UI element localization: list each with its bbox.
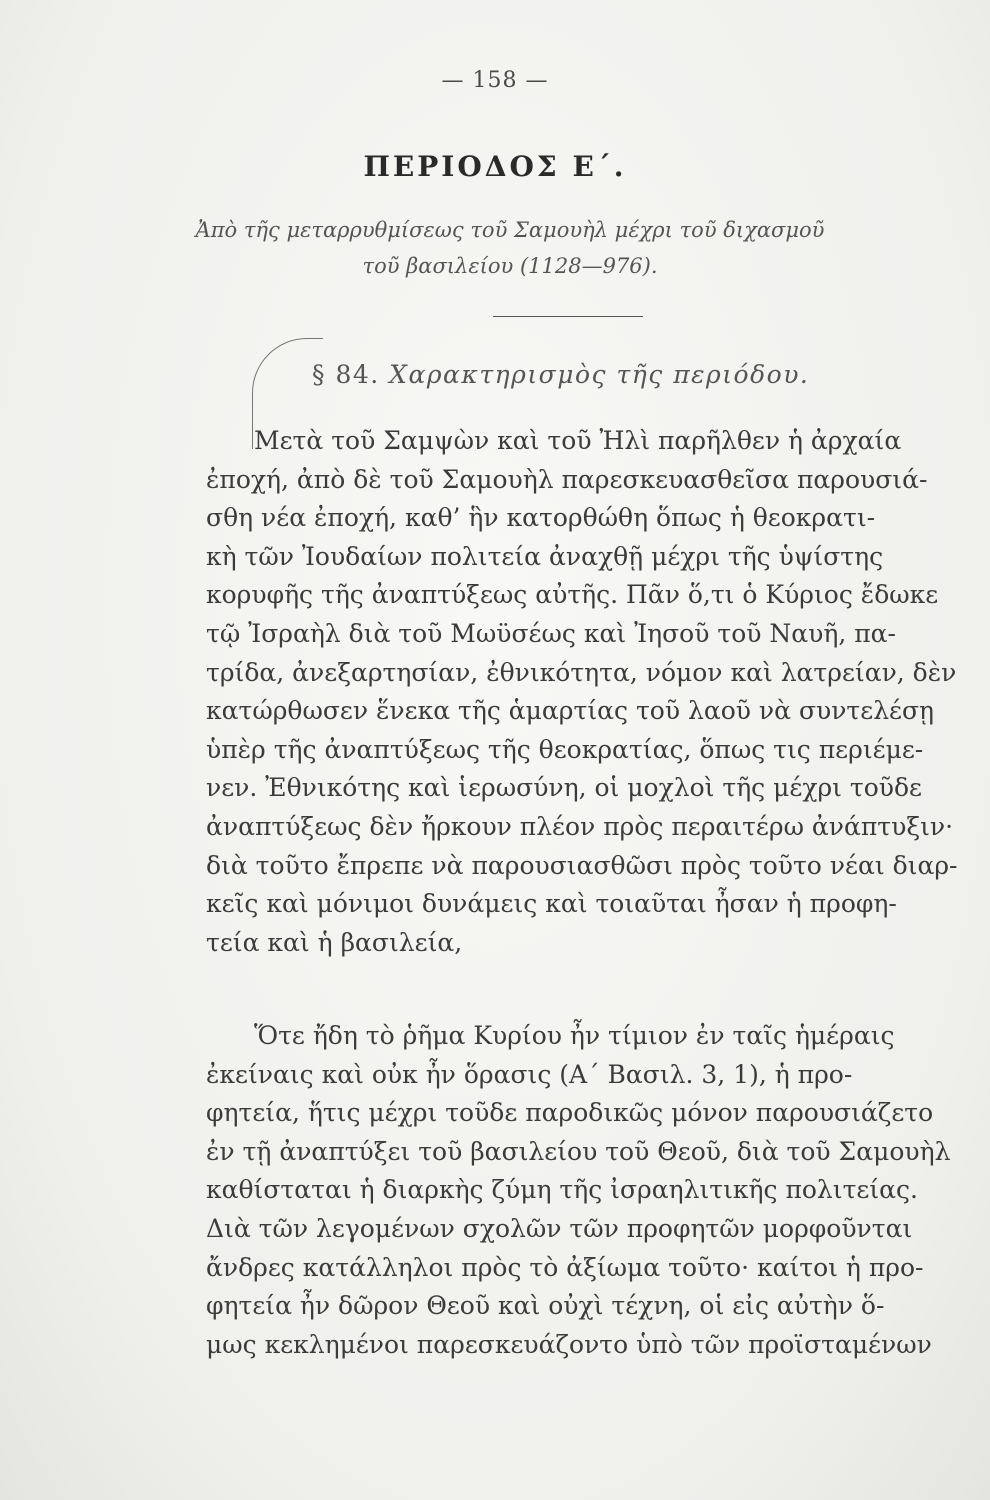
text-line: τῷ Ἰσραὴλ διὰ τοῦ Μωϋσέως καὶ Ἰησοῦ τοῦ Ναυῆ, πα- [206,618,896,648]
text-line: ἐν τῇ ἀναπτύξει τοῦ βασιλείου τοῦ Θεοῦ, διὰ τοῦ Σαμουὴλ [206,1136,951,1166]
text-line: μως κεκλημένοι παρεσκευάζοντο ὑπὸ τῶν προϊσταμένων [206,1329,932,1359]
text-line: ἐποχή, ἀπὸ δὲ τοῦ Σαμουὴλ παρεσκευασθεῖσα παρουσιά- [206,464,928,494]
paragraph-2 [206,1017,956,1364]
period-title: ΠΕΡΙΟΔΟΣ Ε΄. [363,150,627,183]
text-line: Ὅτε ἤδη τὸ ῥῆμα Κυρίου ἦν τίμιον ἐν ταῖς ἡμέραις [254,1021,895,1050]
text-line: διὰ τοῦτο ἔπρεπε νὰ παρουσιασθῶσι πρὸς τοῦτο νέαι διαρ- [206,850,958,880]
text-line: τεία καὶ ἡ βασιλεία, [206,927,463,957]
text-line: κεῖς καὶ μόνιμοι δυνάμεις καὶ τοιαῦται ἦσαν ἡ προφη- [206,889,897,919]
period-subtitle [190,212,830,284]
text-line: κατώρθωσεν ἕνεκα τῆς ἁμαρτίας τοῦ λαοῦ νὰ συντελέσῃ [206,696,935,726]
text-line: νεν. Ἐθνικότης καὶ ἱερωσύνη, οἱ μοχλοὶ τῆς μέχρι τοῦδε [206,773,923,803]
paragraph-1 [206,422,956,962]
subtitle-line: τοῦ βασιλείου (1128—976). [362,254,658,278]
subtitle-line: Ἀπὸ τῆς μεταρρυθμίσεως τοῦ Σαμουὴλ μέχρι τοῦ διχασμοῦ [195,218,825,242]
text-line: φητεία ἦν δῶρον Θεοῦ καὶ οὐχὶ τέχνη, οἱ εἰς αὐτὴν ὅ- [206,1291,885,1321]
text-line: κὴ τῶν Ἰουδαίων πολιτεία ἀναχθῇ μέχρι τῆς ὑψίστης [206,541,884,571]
section-heading [312,360,809,389]
text-line: ἐκείναις καὶ οὐκ ἦν ὅρασις (Α΄ Βασιλ. 3, 1), ἡ προ- [206,1059,853,1089]
section-mark: § 84. [312,360,380,389]
divider-rule [493,316,643,317]
text-line: κορυφῆς τῆς ἀναπτύξεως αὐτῆς. Πᾶν ὅ,τι ὁ Κύριος ἔδωκε [206,580,939,610]
section-title: Χαρακτηρισμὸς τῆς περιόδου. [389,360,810,389]
text-line: Διὰ τῶν λεγομένων σχολῶν τῶν προφητῶν μορφοῦνται [206,1213,913,1243]
text-line: ἄνδρες κατάλληλοι πρὸς τὸ ἀξίωμα τοῦτο· καίτοι ἡ προ- [206,1252,924,1282]
text-line: καθίσταται ἡ διαρκὴς ζύμη τῆς ἰσραηλιτικῆς πολιτείας. [206,1175,918,1205]
text-line: φητεία, ἥτις μέχρι τοῦδε παροδικῶς μόνον παρουσιάζετο [206,1098,934,1128]
text-line: ἀναπτύξεως δὲν ἤρκουν πλέον πρὸς περαιτέρω ἀνάπτυξιν· [206,811,954,841]
text-line: Μετὰ τοῦ Σαμψὼν καὶ τοῦ Ἠλὶ παρῆλθεν ἡ ἀρχαία [254,426,902,455]
text-line: σθη νέα ἐποχή, καθ’ ἣν κατορθώθη ὅπως ἡ θεοκρατι- [206,503,876,533]
page-number: — 158 — [441,68,549,93]
text-line: τρίδα, ἀνεξαρτησίαν, ἐθνικότητα, νόμον καὶ λατρείαν, δὲν [206,657,957,687]
text-line: ὑπὲρ τῆς ἀναπτύξεως τῆς θεοκρατίας, ὅπως τις περιέμε- [206,734,924,764]
